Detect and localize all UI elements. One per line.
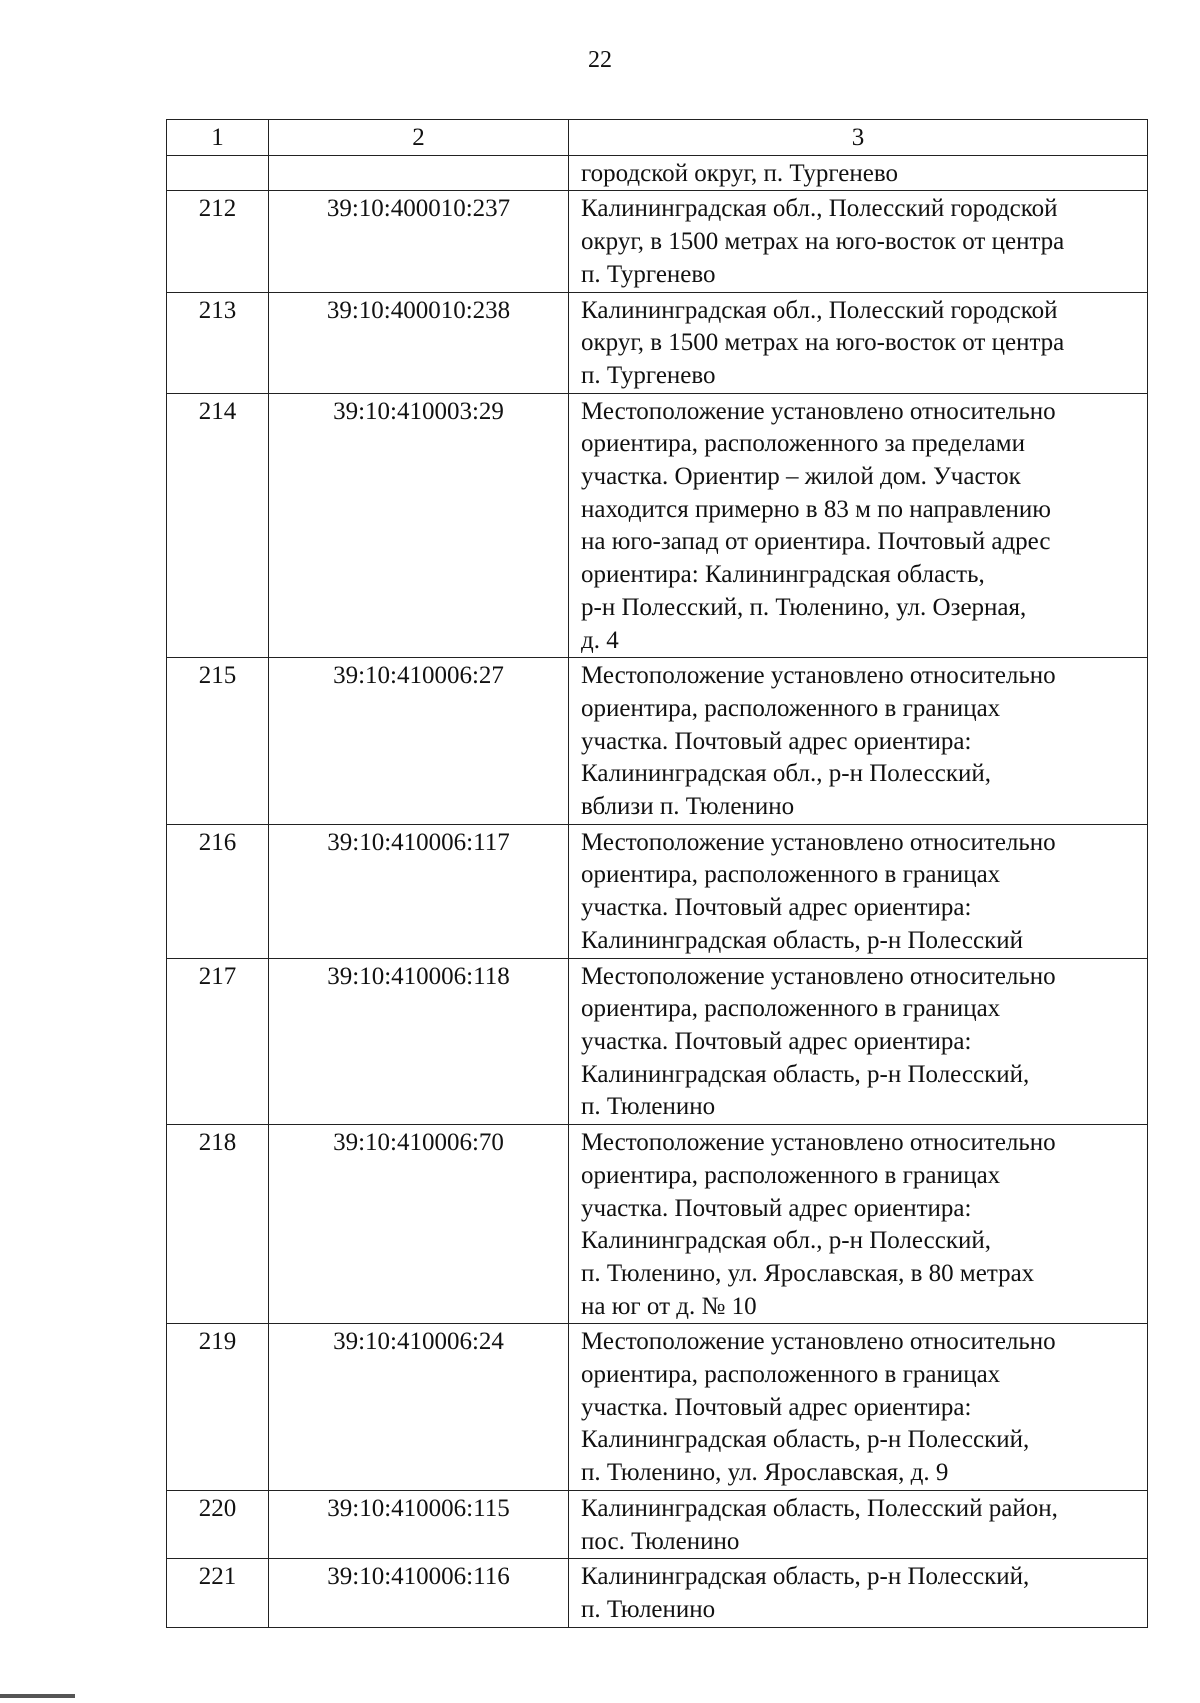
row-number: 217 <box>167 958 269 1125</box>
table-row <box>167 393 1148 658</box>
table-row <box>167 1490 1148 1558</box>
row-number: 215 <box>167 658 269 825</box>
location-address: Местоположение установлено относительно ориентира, расположенного в границах участка. Почтовый адрес ориентира: Калининградская область, р-н Полесский, п. Тюленино <box>569 958 1148 1125</box>
cadastral-number: 39:10:410003:29 <box>269 393 569 658</box>
scan-edge-mark <box>0 1694 75 1698</box>
table-row <box>167 824 1148 958</box>
cadastral-number: 39:10:410006:116 <box>269 1559 569 1627</box>
table-row <box>167 1559 1148 1627</box>
page-number: 22 <box>588 47 612 73</box>
table-header-row <box>167 120 1148 156</box>
cadastral-number <box>269 155 569 191</box>
location-address: Калининградская область, р-н Полесский, п. Тюленино <box>569 1559 1148 1627</box>
location-address: Калининградская область, Полесский район, пос. Тюленино <box>569 1490 1148 1558</box>
cadastral-number: 39:10:410006:27 <box>269 658 569 825</box>
location-address: Местоположение установлено относительно ориентира, расположенного в границах участка. Почтовый адрес ориентира: Калининградская область, р-н Полесский, п. Тюленино, ул. Ярославская, д. 9 <box>569 1324 1148 1491</box>
cadastral-number: 39:10:400010:238 <box>269 292 569 393</box>
row-number: 218 <box>167 1125 269 1324</box>
cadastral-number: 39:10:410006:118 <box>269 958 569 1125</box>
location-address: Местоположение установлено относительно ориентира, расположенного в границах участка. Почтовый адрес ориентира: Калининградская обл., р-н Полесский, вблизи п. Тюленино <box>569 658 1148 825</box>
row-number: 220 <box>167 1490 269 1558</box>
row-number <box>167 155 269 191</box>
column-header-1: 1 <box>167 120 269 156</box>
location-address: Местоположение установлено относительно ориентира, расположенного за пределами участка. Ориентир – жилой дом. Участок находится примерно в 83 м по направлению на юго-запад от ориентира. Почтовый адрес ориентира: Калининградская область, р-н Полесский, п. Тюленино, ул. Озерная, д. 4 <box>569 393 1148 658</box>
cadastral-number: 39:10:410006:117 <box>269 824 569 958</box>
cadastral-number: 39:10:410006:24 <box>269 1324 569 1491</box>
location-address: Калининградская обл., Полесский городской округ, в 1500 метрах на юго-восток от центра п. Тургенево <box>569 292 1148 393</box>
row-number: 221 <box>167 1559 269 1627</box>
column-header-3: 3 <box>569 120 1148 156</box>
cadastral-number: 39:10:410006:70 <box>269 1125 569 1324</box>
row-number: 216 <box>167 824 269 958</box>
row-number: 213 <box>167 292 269 393</box>
location-address: Местоположение установлено относительно ориентира, расположенного в границах участка. Почтовый адрес ориентира: Калининградская обл., р-н Полесский, п. Тюленино, ул. Ярославская, в 80 метрах на юг от д. № 10 <box>569 1125 1148 1324</box>
location-address: Калининградская обл., Полесский городской округ, в 1500 метрах на юго-восток от центра п. Тургенево <box>569 191 1148 292</box>
cadastral-number: 39:10:400010:237 <box>269 191 569 292</box>
table-row <box>167 191 1148 292</box>
table-row <box>167 658 1148 825</box>
land-plots-table <box>166 119 1148 1628</box>
table-row <box>167 155 1148 191</box>
table-row <box>167 1324 1148 1491</box>
column-header-2: 2 <box>269 120 569 156</box>
row-number: 219 <box>167 1324 269 1491</box>
row-number: 212 <box>167 191 269 292</box>
table-row <box>167 958 1148 1125</box>
table-row <box>167 1125 1148 1324</box>
cadastral-number: 39:10:410006:115 <box>269 1490 569 1558</box>
location-address: городской округ, п. Тургенево <box>569 155 1148 191</box>
location-address: Местоположение установлено относительно ориентира, расположенного в границах участка. Почтовый адрес ориентира: Калининградская область, р-н Полесский <box>569 824 1148 958</box>
table-row <box>167 292 1148 393</box>
row-number: 214 <box>167 393 269 658</box>
